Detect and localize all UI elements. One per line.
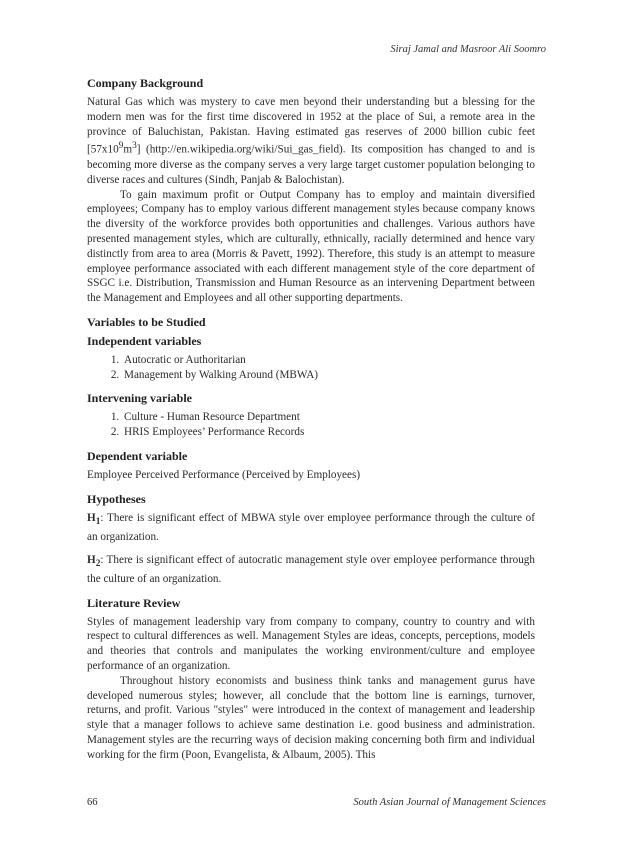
list-item: 1. Culture - Human Resource Department xyxy=(122,410,535,425)
dependent-variable-text: Employee Perceived Performance (Perceived by Employees) xyxy=(87,469,361,482)
list-item: 2. Management by Walking Around (MBWA) xyxy=(122,368,535,383)
hypotheses-heading: Hypotheses xyxy=(87,491,146,506)
literature-review-heading: Literature Review xyxy=(87,595,181,610)
hypothesis-2: $H_2$: There is significant effect of autocratic management style over employee performance through the culture of an organization. xyxy=(87,553,535,585)
literature-paragraph-1: Styles of management leadership vary from company to company, country to country and with respect to cultural differences as well. Management Styles are ideas, concepts, perceptions, models and theories that controls and manipulates the working environment/culture and employee performance of an organization. xyxy=(87,615,535,672)
company-background-heading: Company Background xyxy=(87,76,204,90)
hypothesis-1: $H_1$: There is significant effect of MBWA style over employee performance through the culture of an organization. xyxy=(87,511,535,543)
page-number: 66 xyxy=(87,797,98,808)
list-item: 2. HRIS Employees’ Performance Records xyxy=(122,425,535,440)
dependent-variable-heading: Dependent variable xyxy=(87,449,188,464)
journal-name: South Asian Journal of Management Sciences xyxy=(353,797,546,808)
independent-variables-list xyxy=(87,353,535,383)
variables-heading: Variables to be Studied xyxy=(87,314,206,329)
intervening-variable-heading: Intervening variable xyxy=(87,391,192,406)
company-background-paragraph-2: To gain maximum profit or Output Company has to employ and maintain diversified employees; Company has to employ various different management styles because company knows the diversity of the workforce provides both opportunities and challenges. Various authors have presented management styles, which are culturally, ethnically, racially determined and hence vary distinctly from area to area (Morris & Pavett, 1992). Therefore, this study is an attempt to measure employee performance associated with each different management style of the core department of SSGC i.e. Distribution, Transmission and Human Resource as an intervening Department between the Management and Employees and all other supporting departments. xyxy=(87,188,535,305)
literature-paragraph-2: Throughout history economists and business think tanks and management gurus have developed numerous styles; however, all conclude that the bottom line is earnings, turnover, returns, and profit. Various "styles" were introduced in the context of management and leadership style that a manager follows to achieve same destination i.e. good business and administration. Management styles are the recurring ways of decision making concerning both firm and individual working for the firm (Poon, Evangelista, & Albaum, 2005). This xyxy=(87,674,535,761)
intervening-variables-list xyxy=(87,410,535,440)
article-body xyxy=(87,76,535,763)
running-header: Siraj Jamal and Masroor Ali Soomro xyxy=(390,44,546,55)
company-background-section xyxy=(87,76,535,306)
independent-variables-heading: Independent variables xyxy=(87,333,202,348)
company-background-paragraph-1: Natural Gas which was mystery to cave men beyond their understanding but a blessing for the modern men was for the first time discovered in 1952 at the place of Sui, a remote area in the province of Baluchistan, Pakistan. Having estimated gas reserves of 2000 billion cubic feet $[57x10^9m^3]$ (http://en.wikipedia.org/wiki/Sui_gas_field). Its composition has changed to and is becoming more diverse as the company serves a very large target customer population belonging to diverse races and cultures (Sindh, Panjab & Balochistan). xyxy=(87,96,535,186)
list-item: 1. Autocratic or Authoritarian xyxy=(122,353,535,368)
